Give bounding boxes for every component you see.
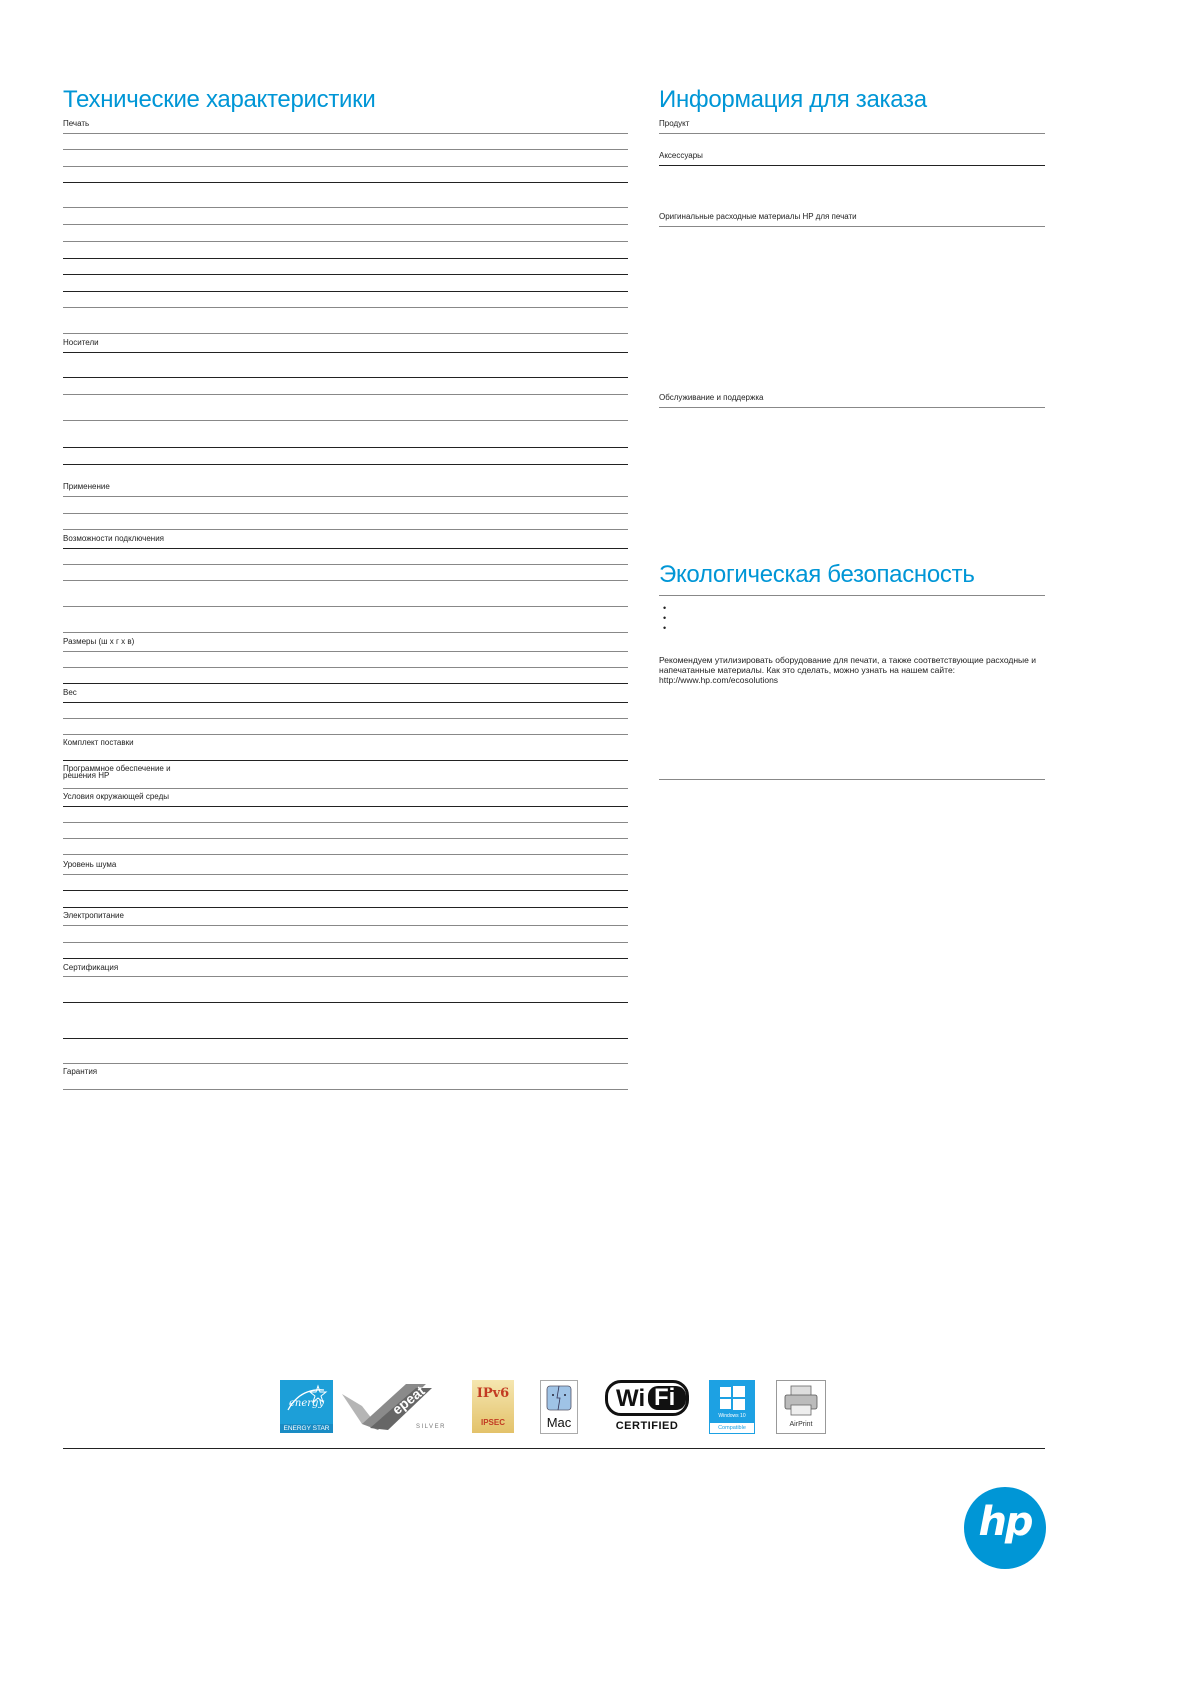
section-power: Электропитание	[63, 911, 124, 920]
divider	[63, 307, 628, 308]
divider	[63, 274, 628, 275]
airprint-logo	[776, 1380, 826, 1434]
divider	[63, 529, 628, 530]
divider	[63, 1063, 628, 1064]
divider	[63, 496, 628, 497]
epeat-word: epeat	[388, 1382, 428, 1418]
divider	[63, 133, 628, 134]
mac-logo	[540, 1380, 578, 1434]
divider	[63, 890, 628, 891]
divider	[63, 718, 628, 719]
order-title: Информация для заказа	[659, 86, 927, 113]
divider	[63, 377, 628, 378]
divider	[63, 464, 628, 465]
divider	[63, 352, 628, 353]
divider	[63, 760, 628, 761]
section-box: Комплект поставки	[63, 738, 134, 747]
epeat-logo	[340, 1378, 448, 1434]
divider	[63, 580, 628, 581]
divider	[63, 333, 628, 334]
divider	[63, 925, 628, 926]
windows-compat: Compatible	[718, 1425, 746, 1431]
divider	[63, 788, 628, 789]
mac-label: Mac	[546, 1415, 572, 1430]
hp-logo	[964, 1487, 1046, 1569]
section-software-line1: Программное обеспечение и	[63, 764, 171, 773]
section-connect: Возможности подключения	[63, 534, 164, 543]
eco-bullet: •	[663, 623, 667, 633]
divider	[63, 838, 628, 839]
section-software-line2: решения HP	[63, 771, 110, 780]
divider	[659, 133, 1045, 134]
airprint-label: AirPrint	[789, 1421, 813, 1428]
divider	[63, 667, 628, 668]
order-supplies: Оригинальные расходные материалы HP для печати	[659, 212, 857, 221]
section-media: Носители	[63, 338, 99, 347]
printer-icon	[777, 1383, 825, 1419]
wifi-cert-label: CERTIFIED	[615, 1420, 679, 1432]
divider	[63, 976, 628, 977]
section-dims: Размеры (ш x г x в)	[63, 637, 135, 646]
section-warranty: Гарантия	[63, 1067, 98, 1076]
wifi-left-text: Wi	[616, 1385, 646, 1412]
divider	[63, 907, 628, 908]
hp-logo-text: hp	[978, 1499, 1032, 1545]
eco-title: Экологическая безопасность	[659, 561, 975, 588]
divider	[63, 822, 628, 823]
wifi-right-box	[648, 1386, 686, 1410]
divider	[63, 207, 628, 208]
windows-tile	[710, 1381, 754, 1423]
section-cert: Сертификация	[63, 963, 119, 972]
eco-note-line1: Рекомендуем утилизировать оборудование для печати, а также соответствующие расходные и	[659, 655, 1036, 665]
divider	[63, 1002, 628, 1003]
ipv6-logo	[472, 1380, 514, 1433]
divider	[63, 241, 628, 242]
section-env: Условия окружающей среды	[63, 792, 169, 801]
divider	[63, 513, 628, 514]
order-accessories: Аксессуары	[659, 151, 703, 160]
windows-logo	[709, 1380, 755, 1434]
divider	[63, 394, 628, 395]
energy-star-label: ENERGY STAR	[280, 1424, 333, 1433]
divider	[659, 226, 1045, 227]
divider	[63, 683, 628, 684]
order-service: Обслуживание и поддержка	[659, 393, 764, 402]
divider	[63, 420, 628, 421]
divider	[63, 958, 628, 959]
divider	[63, 224, 628, 225]
divider	[63, 632, 628, 633]
divider	[63, 806, 628, 807]
divider	[659, 595, 1045, 596]
divider	[63, 447, 628, 448]
divider	[63, 291, 628, 292]
section-print: Печать	[63, 119, 90, 128]
specs-title: Технические характеристики	[63, 86, 376, 113]
divider	[63, 564, 628, 565]
divider	[63, 1038, 628, 1039]
divider	[63, 548, 628, 549]
wifi-certified-logo	[603, 1380, 691, 1434]
divider	[63, 942, 628, 943]
divider	[659, 779, 1045, 780]
finder-icon	[541, 1383, 577, 1413]
footer-rule	[63, 1448, 1045, 1449]
order-product: Продукт	[659, 119, 690, 128]
eco-bullet: •	[663, 603, 667, 613]
section-noise: Уровень шума	[63, 860, 117, 869]
divider	[63, 149, 628, 150]
ipsec-label: IPSEC	[480, 1418, 505, 1427]
eco-link[interactable]: http://www.hp.com/ecosolutions	[659, 675, 779, 685]
energy-star-logo	[280, 1380, 333, 1433]
section-use: Применение	[63, 482, 110, 491]
windows-label: Windows 10	[718, 1413, 746, 1419]
epeat-level: SILVER	[416, 1424, 446, 1430]
divider	[63, 1089, 628, 1090]
wifi-right-text: Fi	[654, 1384, 676, 1411]
windows-icon	[710, 1383, 754, 1413]
divider	[63, 734, 628, 735]
divider	[63, 166, 628, 167]
eco-note-line2: напечатанные материалы. Как это сделать, можно узнать на нашем сайте:	[659, 665, 956, 675]
wifi-box	[605, 1380, 689, 1416]
divider	[63, 651, 628, 652]
divider	[63, 854, 628, 855]
energy-script: energy	[289, 1398, 325, 1409]
ipv6-mark: IPv6	[476, 1386, 510, 1401]
section-weight: Вес	[63, 688, 77, 697]
divider	[63, 258, 628, 259]
divider	[63, 606, 628, 607]
divider	[659, 407, 1045, 408]
divider	[63, 182, 628, 183]
divider	[659, 165, 1045, 166]
divider	[63, 702, 628, 703]
eco-bullet: •	[663, 613, 667, 623]
divider	[63, 874, 628, 875]
